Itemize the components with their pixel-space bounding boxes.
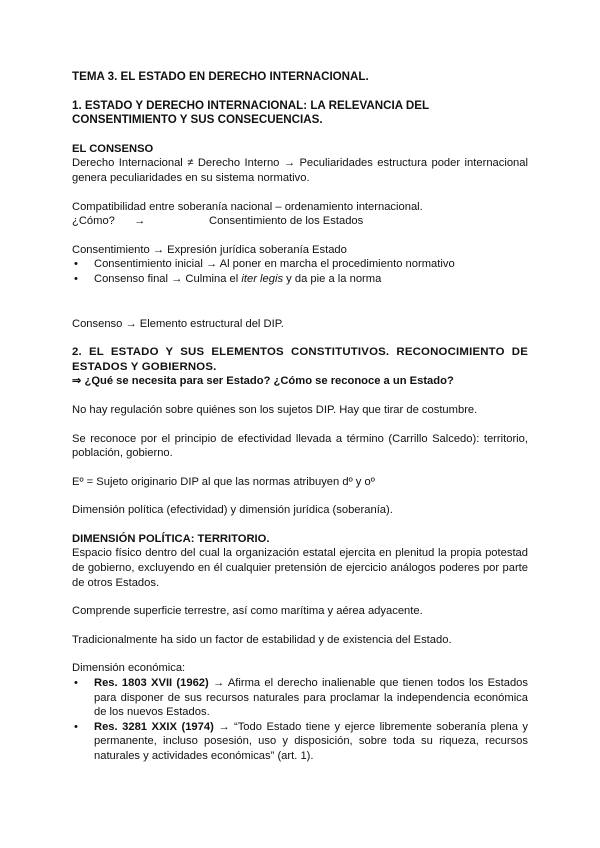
bullet-icon: • bbox=[74, 258, 78, 271]
document-page bbox=[72, 70, 528, 764]
bullet-italic-text: iter legis bbox=[241, 272, 284, 285]
como-row bbox=[72, 214, 528, 229]
como-arrow: → bbox=[134, 215, 146, 228]
resolution-text: → Afirma el derecho inalienable que tienen todos los Estados para disponer de sus recursos naturales para proclamar la independencia económica de los nuevos Estados. bbox=[94, 677, 528, 719]
bullet-icon: • bbox=[74, 720, 78, 733]
section2-paragraph-7: Tradicionalmente ha sido un factor de estabilidad y de existencia del Estado. bbox=[72, 633, 452, 646]
list-item bbox=[72, 257, 528, 272]
section1-paragraph-1: Derecho Internacional ≠ Derecho Interno → Peculiaridades estructura poder internacional genera peculiaridades en su sistema normativo. bbox=[72, 157, 528, 184]
bullet-text-end: y da pie a la norma bbox=[283, 272, 382, 285]
section2-subheading: DIMENSIÓN POLÍTICA: TERRITORIO. bbox=[72, 532, 270, 545]
section1-heading: 1. ESTADO Y DERECHO INTERNACIONAL: LA RELEVANCIA DEL CONSENTIMIENTO Y SUS CONSECUENCIAS. bbox=[72, 98, 429, 127]
list-item bbox=[72, 676, 528, 720]
resolution-text: → “Todo Estado tiene y ejerce libremente soberanía plena y permanente, incluso posesión, uso y disposición, sobre toda su riqueza, recursos naturales y actividades económicas” (art. 1). bbox=[94, 720, 528, 762]
page-title: TEMA 3. EL ESTADO EN DERECHO INTERNACIONAL. bbox=[72, 70, 369, 83]
resolution-title: Res. 1803 XVII (1962) bbox=[94, 677, 209, 690]
bullet-text: Consenso final → Culmina el bbox=[94, 272, 242, 285]
bullet-icon: • bbox=[74, 272, 78, 285]
section2-paragraph-1: No hay regulación sobre quiénes son los sujetos DIP. Hay que tirar de costumbre. bbox=[72, 403, 478, 416]
list-item bbox=[72, 272, 528, 287]
section2-paragraph-2: Se reconoce por el principio de efectividad llevada a término (Carrillo Salcedo): territorio, población, gobierno. bbox=[72, 432, 528, 460]
bullet-text: Consentimiento inicial → Al poner en marcha el procedimiento normativo bbox=[94, 258, 455, 271]
bullet-icon: • bbox=[74, 677, 78, 690]
section1-paragraph-4: Consenso → Elemento estructural del DIP. bbox=[72, 317, 284, 330]
section2-heading: 2. EL ESTADO Y SUS ELEMENTOS CONSTITUTIVOS. RECONOCIMIENTO DE ESTADOS Y GOBIERNOS. bbox=[72, 346, 528, 373]
section2-paragraph-3: Eº = Sujeto originario DIP al que las normas atribuyen dº y oº bbox=[72, 475, 375, 488]
como-question: ¿Cómo? bbox=[72, 215, 115, 228]
resolutions-bullet-list bbox=[72, 676, 528, 764]
section2-question: ⇒ ¿Qué se necesita para ser Estado? ¿Cómo se reconoce a un Estado? bbox=[72, 375, 454, 388]
section1-paragraph-2: Compatibilidad entre soberanía nacional – ordenamiento internacional. bbox=[72, 200, 423, 213]
consent-bullet-list bbox=[72, 257, 528, 286]
section2-paragraph-5: Espacio físico dentro del cual la organización estatal ejercita en plenitud la propia potestad de gobierno, excluyendo en él cualquier pretensión de ejercicio análogos poderes por parte de otros Estados. bbox=[72, 547, 528, 589]
section2-paragraph-8: Dimensión económica: bbox=[72, 662, 186, 675]
section1-paragraph-3: Consentimiento → Expresión jurídica soberanía Estado bbox=[72, 243, 347, 256]
section2-paragraph-4: Dimensión política (efectividad) y dimensión jurídica (soberanía). bbox=[72, 504, 393, 517]
section2-paragraph-6: Comprende superficie terrestre, así como marítima y aérea adyacente. bbox=[72, 605, 423, 618]
resolution-title: Res. 3281 XXIX (1974) bbox=[94, 720, 214, 733]
como-answer: Consentimiento de los Estados bbox=[209, 215, 364, 228]
list-item bbox=[72, 720, 528, 764]
section1-subheading: EL CONSENSO bbox=[72, 142, 154, 155]
